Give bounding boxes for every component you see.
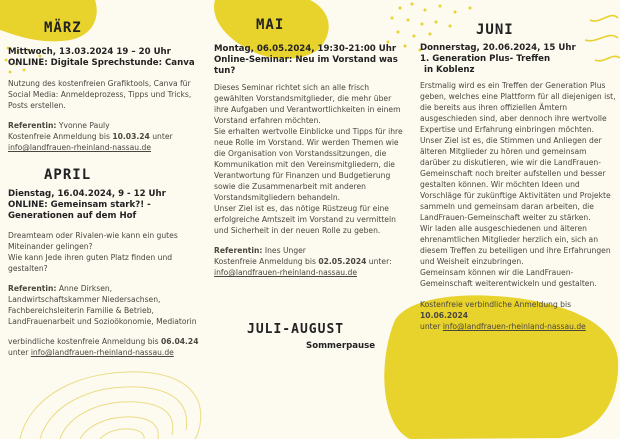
email-link-juni[interactable]: info@landfrauen-rheinland-nassau.de bbox=[442, 322, 586, 331]
event-paragraph-juni-3: Wir laden alle ausgeschiedenen und älteren ehrenamtlichen Mitglieder herzlich ein, sich an diesem Treffen zu beteiligen und ihre Erfahrungen und Weisheit einzubringen. bbox=[420, 224, 611, 266]
referent-april: Referentin: Anne Dirksen, Landwirtschaftskammer Niedersachsen, Fachbereichsleiterin Familie & Betrieb, LandFrauenarbeit und Sozioökonomie, Mediatorin bbox=[8, 284, 197, 326]
event-paragraph-juni-2: Unser Ziel ist es, die Stimmen und Anliegen der älteren Mitglieder zu hören und gemeinsam darüber zu diskutieren, wie wir die LandFrauen-Gemeinschaft noch breiter aufstellen und besser gestalten können. Wir möchten Ideen und Vorschläge für zukünftige Aktivitäten und Projekte sammeln und gemeinsam daran arbeiten, die LandFrauen-Gemeinschaft weiter zu stärken. bbox=[420, 136, 611, 222]
event-title-juni-1: 1. Generation Plus- Treffen bbox=[420, 54, 551, 64]
registration-maerz: Kostenfreie Anmeldung bis 10.03.24 unter bbox=[8, 132, 173, 141]
event-description-maerz: Nutzung des kostenfreien Grafiktools, Canva für Social Media: Anmeldeprozess, Tipps und Tricks, Posts erstellen. bbox=[8, 79, 192, 110]
email-link-april[interactable]: info@landfrauen-rheinland-nassau.de bbox=[30, 348, 174, 357]
referent-label: Referentin: bbox=[8, 121, 57, 130]
month-heading-maerz: MÄRZ bbox=[44, 20, 82, 36]
event-title-juni-2: in Koblenz bbox=[424, 65, 475, 75]
registration-juni: Kostenfreie verbindliche Anmeldung bis 10.06.2024 bbox=[420, 300, 572, 320]
event-date-mai: Montag, 06.05.2024, 19:30-21:00 Uhr bbox=[214, 44, 397, 54]
event-date-april: Dienstag, 16.04.2024, 9 - 12 Uhr bbox=[8, 189, 166, 199]
event-description-april-2: Wie kann Jede ihren guten Platz finden und gestalten? bbox=[8, 253, 173, 273]
topographic-lines-bottom-left bbox=[20, 372, 201, 439]
event-paragraph-juni-4: Gemeinsam können wir die LandFrauen-Gemeinschaft weiterentwickeln und gestalten. bbox=[420, 268, 597, 288]
email-link-maerz[interactable]: info@landfrauen-rheinland-nassau.de bbox=[8, 143, 152, 152]
month-heading-april: APRIL bbox=[44, 167, 92, 183]
email-line-april: unter info@landfrauen-rheinland-nassau.de bbox=[8, 348, 174, 357]
month-heading-mai: MAI bbox=[256, 17, 285, 33]
column-middle bbox=[214, 17, 404, 352]
event-title-april: ONLINE: Gemeinsam stark?! - Generationen auf dem Hof bbox=[8, 200, 151, 221]
event-paragraph-mai-2: Sie erhalten wertvolle Einblicke und Tipps für ihre neue Rolle im Vorstand. Wir werden Themen wie die Organisation von Vorstandssitzungen, die Kommunikation mit den Vereinsmitgliedern, die Verantwortung für Finanzen und Budgetierung sowie die Zusammenarbeit mit anderen Vorstandsmitgliedern behandeln. bbox=[214, 127, 403, 202]
column-right bbox=[420, 22, 616, 332]
event-date-juni: Donnerstag, 20.06.2024, 15 Uhr bbox=[420, 43, 576, 53]
event-date-maerz: Mittwoch, 13.03.2024 19 – 20 Uhr bbox=[8, 47, 171, 57]
month-heading-juli-august: JULI-AUGUST bbox=[247, 322, 345, 337]
month-heading-juni: JUNI bbox=[476, 22, 514, 38]
email-line-juni: unter info@landfrauen-rheinland-nassau.de bbox=[420, 322, 586, 331]
referent-mai: Referentin: Ines Unger bbox=[214, 246, 306, 255]
event-paragraph-mai-1: Dieses Seminar richtet sich an alle frisch gewählten Vorstandsmitglieder, die mehr über ihre Aufgaben und Verantwortlichkeiten in einem Vorstand erfahren möchten. bbox=[214, 83, 401, 125]
event-paragraph-juni-1: Erstmalig wird es ein Treffen der Generation Plus geben, welches eine Plattform für all diejenigen ist, die bereits aus ihren offiziellen Ämtern ausgeschieden sind, aber dennoch ihre wertvolle Expertise und Erfahrung einbringen möchten. bbox=[420, 81, 616, 134]
event-description-april-1: Dreamteam oder Rivalen-wie kann ein gutes Miteinander gelingen? bbox=[8, 231, 178, 251]
email-link-mai[interactable]: info@landfrauen-rheinland-nassau.de bbox=[214, 268, 358, 277]
registration-date: 10.03.24 bbox=[112, 132, 150, 141]
column-left bbox=[8, 20, 200, 358]
registration-mai: Kostenfreie Anmeldung bis 02.05.2024 unter: bbox=[214, 257, 392, 266]
event-paragraph-mai-3: Unser Ziel ist es, das nötige Rüstzeug für eine erfolgreiche Amtszeit im Vorstand zu vermitteln und Sicherheit in der neuen Rolle zu geben. bbox=[214, 204, 396, 235]
event-title-mai: Online-Seminar: Neu im Vorstand was tun? bbox=[214, 55, 398, 76]
sommerpause-label: Sommerpause bbox=[306, 341, 376, 351]
referent-name: Yvonne Pauly bbox=[56, 121, 110, 130]
registration-april: verbindliche kostenfreie Anmeldung bis 06.04.24 bbox=[8, 337, 199, 346]
referent-maerz bbox=[8, 120, 200, 131]
event-title-maerz: ONLINE: Digitale Sprechstunde: Canva bbox=[8, 58, 195, 68]
